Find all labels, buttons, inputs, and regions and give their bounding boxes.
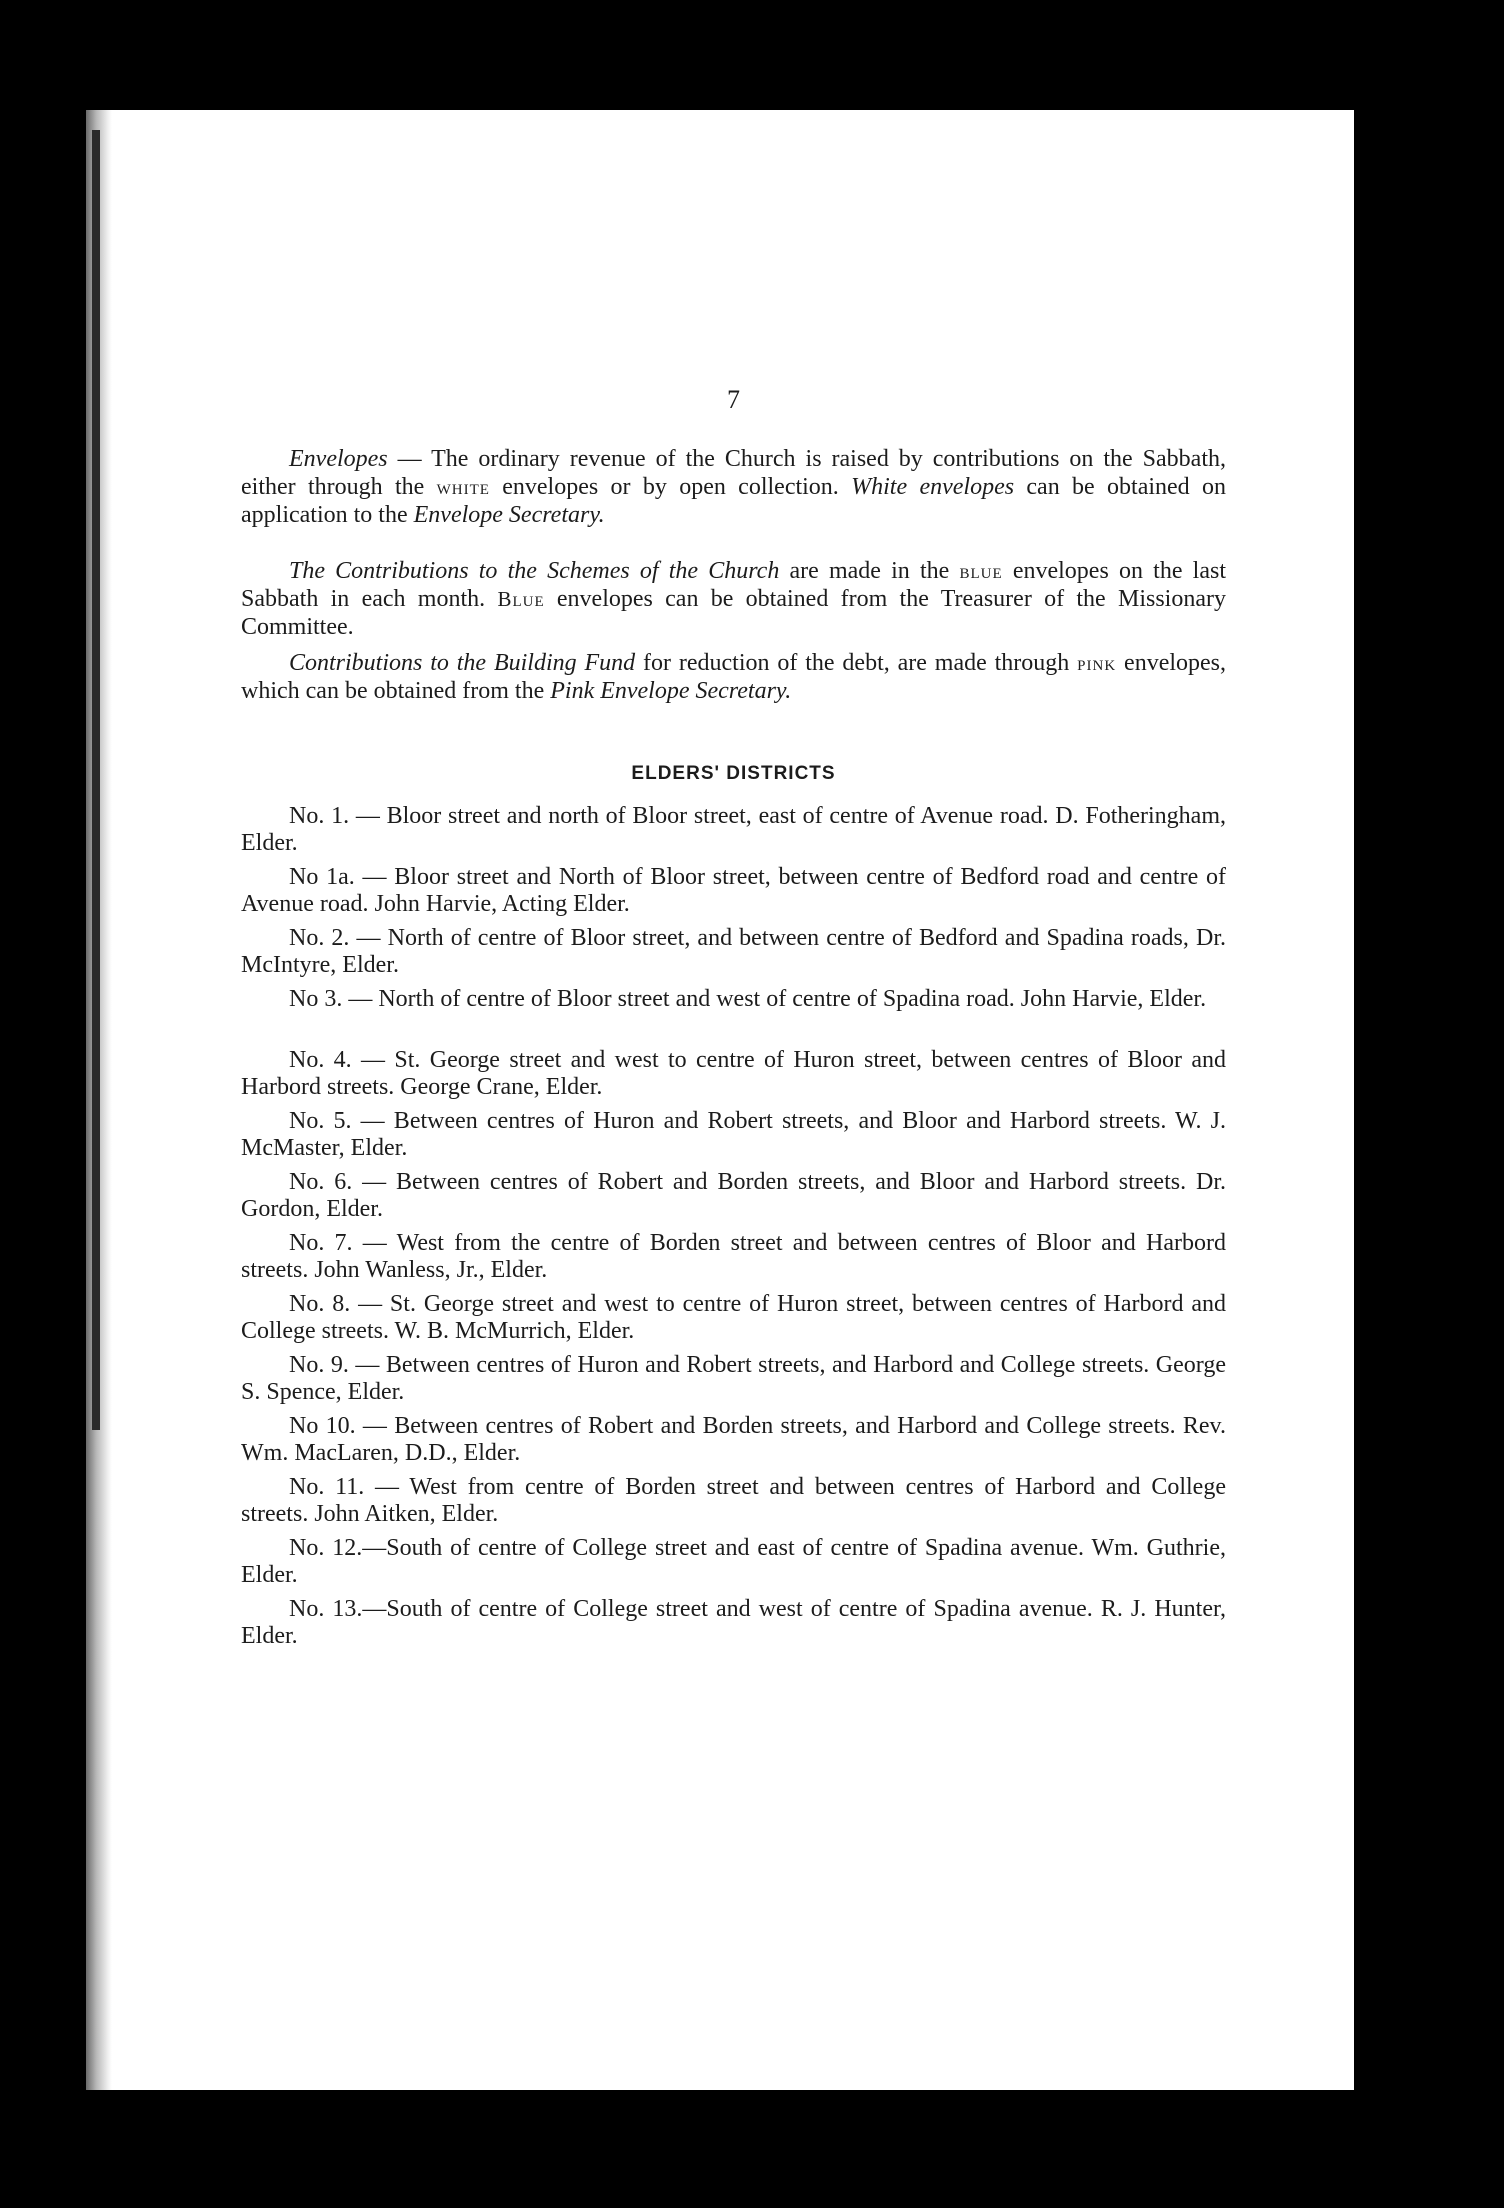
contributions-text-2: envelopes on the last Sabbath in each month. <box>241 558 1226 612</box>
district-item: No. 2. — North of centre of Bloor street, and between centre of Bedford and Spadina roads, Dr. McIntyre, Elder. <box>241 925 1226 978</box>
district-item: No. 8. — St. George street and west to centre of Huron street, between centres of Harbord and College streets. W. B. McMurrich, Elder. <box>241 1291 1226 1344</box>
document-page <box>86 110 1354 2090</box>
contributions-paragraph <box>241 557 1226 641</box>
district-item: No. 5. — Between centres of Huron and Robert streets, and Bloor and Harbord streets. W. J. McMaster, Elder. <box>241 1108 1226 1161</box>
building-fund-pink-label: pink <box>1077 651 1117 675</box>
district-item: No. 7. — West from the centre of Borden street and between centres of Bloor and Harbord streets. John Wanless, Jr., Elder. <box>241 1230 1226 1283</box>
elders-districts-heading: ELDERS' DISTRICTS <box>631 763 836 784</box>
building-fund-paragraph <box>241 649 1226 705</box>
contributions-lead: The Contributions to the Schemes of the Church <box>289 558 780 584</box>
envelopes-white-italic: White envelopes <box>851 474 1015 500</box>
contributions-blue-label-1: blue <box>959 559 1003 583</box>
district-item: No. 12.—South of centre of College street and east of centre of Spadina avenue. Wm. Guthrie, Elder. <box>241 1535 1226 1588</box>
building-fund-lead: Contributions to the Building Fund <box>289 650 636 676</box>
envelopes-white-label: white <box>436 475 490 499</box>
district-item: No. 1. — Bloor street and north of Bloor street, east of centre of Avenue road. D. Fotheringham, Elder. <box>241 803 1226 856</box>
district-item: No. 11. — West from centre of Borden street and between centres of Harbord and College streets. John Aitken, Elder. <box>241 1474 1226 1527</box>
envelopes-secretary: Envelope Secretary. <box>413 502 605 528</box>
district-item: No 3. — North of centre of Bloor street and west of centre of Spadina road. John Harvie, Elder. <box>289 986 1207 1012</box>
envelopes-text-2: envelopes or by open collection. <box>489 474 852 500</box>
building-fund-secretary: Pink Envelope Secretary. <box>550 678 792 704</box>
district-item: No. 4. — St. George street and west to centre of Huron street, between centres of Bloor and Harbord streets. George Crane, Elder. <box>241 1047 1226 1100</box>
district-item: No 1a. — Bloor street and North of Bloor street, between centre of Bedford road and centre of Avenue road. John Harvie, Acting Elder. <box>241 864 1226 917</box>
district-item: No 10. — Between centres of Robert and Borden streets, and Harbord and College streets. Rev. Wm. MacLaren, D.D., Elder. <box>241 1413 1226 1466</box>
envelopes-lead: Envelopes <box>289 446 388 472</box>
envelopes-paragraph <box>241 445 1226 529</box>
envelopes-text-1: — The ordinary revenue of the Church is raised by contributions on the Sabbath, either through the <box>241 446 1226 500</box>
district-item: No. 13.—South of centre of College street and west of centre of Spadina avenue. R. J. Hunter, Elder. <box>241 1596 1226 1649</box>
building-fund-text-2: envelopes, which can be obtained from the <box>241 650 1227 704</box>
page-number: 7 <box>727 385 740 414</box>
envelopes-text-3: can be obtained on application to the <box>241 474 1226 528</box>
contributions-text-3: envelopes can be obtained from the Treasurer of the Missionary Committee. <box>241 586 1226 640</box>
contributions-text-1: are made in the <box>779 558 960 584</box>
building-fund-text-1: for reduction of the debt, are made through <box>635 650 1078 676</box>
contributions-blue-label-2: Blue <box>497 587 545 611</box>
district-item: No. 9. — Between centres of Huron and Robert streets, and Harbord and College streets. George S. Spence, Elder. <box>241 1352 1226 1405</box>
binding-edge-line <box>92 130 100 1430</box>
district-item: No. 6. — Between centres of Robert and Borden streets, and Bloor and Harbord streets. Dr. Gordon, Elder. <box>241 1169 1226 1222</box>
